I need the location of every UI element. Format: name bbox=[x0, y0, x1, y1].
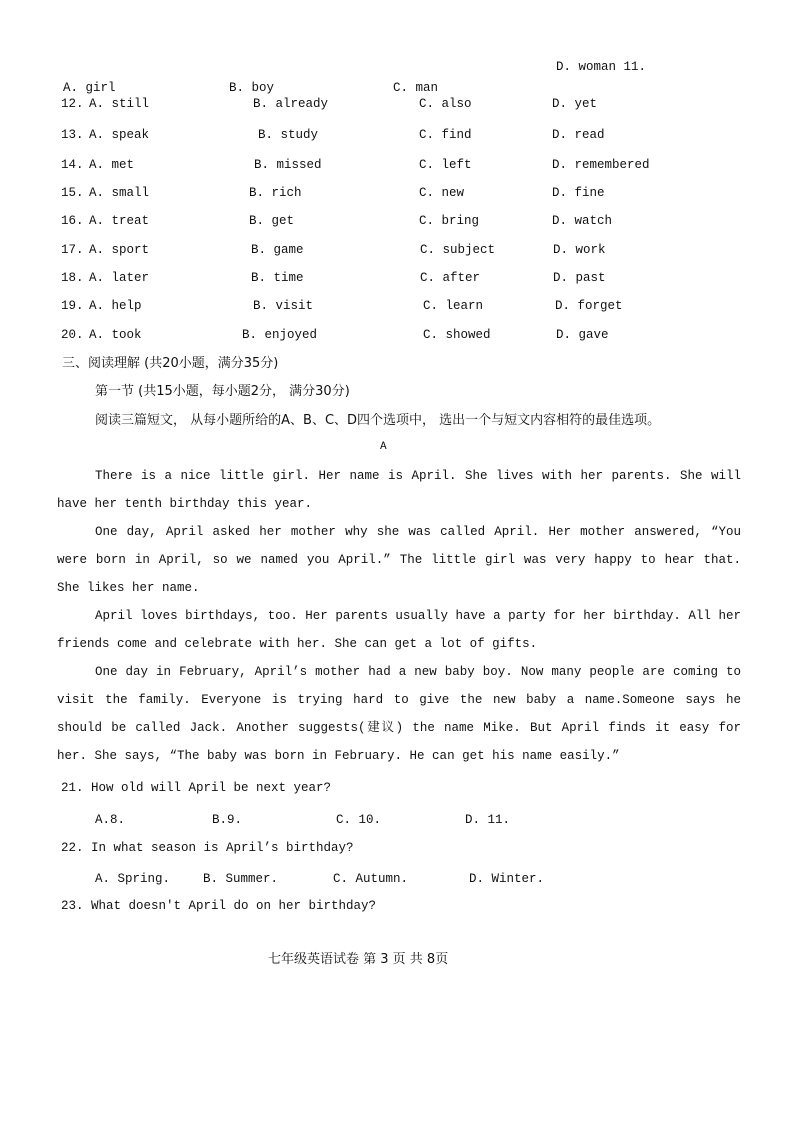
passage-a bbox=[57, 462, 741, 770]
option-d: D. fine bbox=[552, 186, 605, 200]
option-d: D. read bbox=[552, 128, 605, 142]
cloze-row-15 bbox=[0, 186, 793, 202]
question-number: 18. bbox=[61, 271, 84, 285]
option-c: C. subject bbox=[420, 243, 496, 257]
q11-option-c: C. man bbox=[393, 81, 439, 95]
question-number: 13. bbox=[61, 128, 84, 142]
option-d: D. gave bbox=[556, 328, 609, 342]
passage-label: A bbox=[380, 441, 387, 453]
option-c: C. 10. bbox=[336, 813, 382, 827]
question-number: 19. bbox=[61, 299, 84, 313]
cloze-row-19 bbox=[0, 299, 793, 315]
option-a: A. small bbox=[89, 186, 150, 200]
question-number: 16. bbox=[61, 214, 84, 228]
option-a: A. took bbox=[89, 328, 142, 342]
q11-option-d: D. woman 11. bbox=[556, 60, 647, 74]
option-b: B. study bbox=[258, 128, 319, 142]
option-a: A. speak bbox=[89, 128, 150, 142]
option-b: B. get bbox=[249, 214, 295, 228]
option-b: B. Summer. bbox=[203, 872, 279, 886]
option-c: C. bring bbox=[419, 214, 480, 228]
option-a: A.8. bbox=[95, 813, 126, 827]
cloze-row-17 bbox=[0, 243, 793, 259]
option-c: C. left bbox=[419, 158, 472, 172]
cloze-row-14 bbox=[0, 158, 793, 174]
question-number: 14. bbox=[61, 158, 84, 172]
option-b: B. missed bbox=[254, 158, 322, 172]
option-d: D. remembered bbox=[552, 158, 650, 172]
section-heading: 三、阅读理解 (共20小题，满分35分) bbox=[62, 356, 279, 371]
option-b: B. already bbox=[253, 97, 329, 111]
question-23-stem: 23. What doesn't April do on her birthday? bbox=[61, 899, 377, 913]
option-b: B. time bbox=[251, 271, 304, 285]
question-22-options bbox=[0, 872, 793, 888]
option-c: C. find bbox=[419, 128, 472, 142]
option-a: A. help bbox=[89, 299, 142, 313]
passage-paragraph-4: One day in February, April’s mother had a new baby boy. Now many people are coming to visit the family. Everyone is trying hard to give the new baby a name.Someone says he should be called Jack. Another suggests(建议) the name Mike. But April finds it easy for her. She says, “The baby was born in February. He can get his name easily.” bbox=[57, 665, 741, 763]
q11-options-row bbox=[0, 81, 793, 97]
question-number: 20. bbox=[61, 328, 84, 342]
option-a: A. met bbox=[89, 158, 135, 172]
cloze-row-13 bbox=[0, 128, 793, 144]
passage-paragraph-2: One day, April asked her mother why she was called April. Her mother answered, “You were born in April, so we named you April.” The little girl was very happy to hear that. She likes her name. bbox=[57, 525, 741, 595]
question-number: 12. bbox=[61, 97, 84, 111]
option-c: C. after bbox=[420, 271, 481, 285]
option-d: D. work bbox=[553, 243, 606, 257]
question-22-stem: 22. In what season is April’s birthday? bbox=[61, 841, 354, 855]
option-b: B. enjoyed bbox=[242, 328, 318, 342]
option-b: B. visit bbox=[253, 299, 314, 313]
option-a: A. sport bbox=[89, 243, 150, 257]
cloze-row-18 bbox=[0, 271, 793, 287]
question-number: 15. bbox=[61, 186, 84, 200]
passage-paragraph-1: There is a nice little girl. Her name is April. She lives with her parents. She will have her tenth birthday this year. bbox=[57, 469, 741, 511]
option-d: D. forget bbox=[555, 299, 623, 313]
option-c: C. also bbox=[419, 97, 472, 111]
option-d: D. past bbox=[553, 271, 606, 285]
part-heading: 第一节 (共15小题，每小题2分， 满分30分) bbox=[95, 384, 350, 399]
option-b: B. game bbox=[251, 243, 304, 257]
option-b: B. rich bbox=[249, 186, 302, 200]
q11-option-b: B. boy bbox=[229, 81, 275, 95]
option-c: C. learn bbox=[423, 299, 484, 313]
option-c: C. Autumn. bbox=[333, 872, 409, 886]
option-a: A. later bbox=[89, 271, 150, 285]
q11-option-a: A. girl bbox=[63, 81, 116, 95]
option-d: D. watch bbox=[552, 214, 613, 228]
option-c: C. showed bbox=[423, 328, 491, 342]
option-a: A. Spring. bbox=[95, 872, 171, 886]
option-a: A. still bbox=[89, 97, 150, 111]
option-a: A. treat bbox=[89, 214, 150, 228]
cloze-row-20 bbox=[0, 328, 793, 344]
option-d: D. Winter. bbox=[469, 872, 545, 886]
passage-paragraph-3: April loves birthdays, too. Her parents usually have a party for her birthday. All her friends come and celebrate with her. She can get a lot of gifts. bbox=[57, 609, 741, 651]
option-b: B.9. bbox=[212, 813, 243, 827]
option-d: D. yet bbox=[552, 97, 598, 111]
cloze-row-16 bbox=[0, 214, 793, 230]
option-c: C. new bbox=[419, 186, 465, 200]
question-21-stem: 21. How old will April be next year? bbox=[61, 781, 332, 795]
cloze-row-12 bbox=[0, 97, 793, 113]
section-instruction: 阅读三篇短文， 从每小题所给的A、B、C、D四个选项中， 选出一个与短文内容相符的最佳选项。 bbox=[95, 413, 661, 428]
question-21-options bbox=[0, 813, 793, 829]
page-footer: 七年级英语试卷 第 3 页 共 8页 bbox=[268, 952, 449, 967]
question-number: 17. bbox=[61, 243, 84, 257]
option-d: D. 11. bbox=[465, 813, 511, 827]
